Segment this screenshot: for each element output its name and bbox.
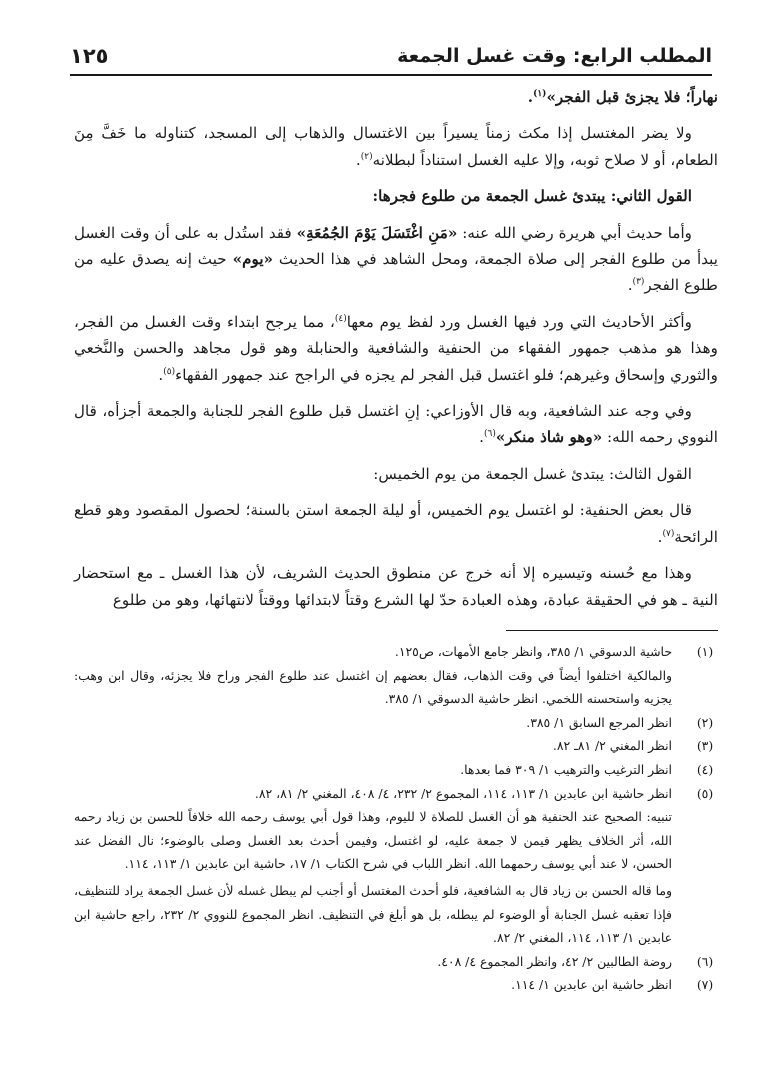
footnote-item (74, 782, 722, 950)
footnote-ref[interactable]: (٦) (484, 429, 496, 440)
paragraph-1: نهاراً؛ فلا يجزئ قبل الفجر»$^{(١)}$. (527, 88, 718, 106)
main-text (74, 84, 718, 623)
footnote-number: (٢) (696, 714, 714, 730)
heading-third-opinion: القول الثالث: يبتدئ غسل الجمعة من يوم الخميس: (373, 464, 692, 483)
footnote-number: (٥) (696, 785, 714, 801)
footnote-ref[interactable]: (٤) (334, 313, 347, 324)
footnote-text: والمالكية اختلفوا أيضاً في وقت الذهاب، فقال بعضهم إن اغتسل عند طلوع الفجر وراح فلا يجزئه، وقال ابن وهب: يجزيه واستحسنه اللخمي. انظر حاشية الدسوقي ١/ ٣٨٥. (74, 667, 672, 707)
footnote-number: (١) (696, 644, 714, 659)
footnote-divider (506, 630, 718, 631)
footnote-number: (٦) (696, 953, 714, 969)
footnotes (74, 640, 722, 997)
footnote-text: حاشية الدسوقي ١/ ٣٨٥، وانظر جامع الأمهات، ص١٢٥. (394, 644, 672, 659)
footnote-item (74, 758, 722, 782)
footnote-ref[interactable]: (٧) (662, 528, 675, 539)
hadith-quote: «مَنِ اغْتَسَلَ يَوْمَ الجُمُعَةِ» (296, 223, 458, 242)
footnote-number: (٤) (696, 761, 714, 777)
page-number: ١٢٥ (70, 44, 109, 68)
footnote-item (74, 711, 722, 735)
footnote-item (74, 640, 722, 711)
footnote-text: تنبيه: الصحيح عند الحنفية هو أن الغسل للصلاة لا لليوم، وهذا قول أبي يوسف رحمه الله خلافاً للحسن بن زياد رحمه الله، أثر الخلاف يظهر فيمن لا جمعة عليه، لو اغتسل، وفيمن أحدث بعد الغسل وصلى بالوضوء؛ نال الفضل عند الحسن، لا عند أبي يوسف رحمهما الله. انظر اللباب في شرح الكتاب ١/ ١٧، حاشية ابن عابدين ١/ ١١٣، ١١٤. (74, 809, 672, 872)
paragraph-6: قال بعض الحنفية: لو اغتسل يوم الخميس، أو ليلة الجمعة استن بالسنة؛ لحصول المقصود وهو قطع الرائحة$^{(٧)}$. (74, 501, 718, 546)
footnote-ref[interactable]: (٥) (163, 366, 176, 377)
footnote-text: انظر الترغيب والترهيب ١/ ٣٠٩ فما بعدها. (460, 761, 672, 777)
paragraph-2: ولا يضر المغتسل إذا مكث زمناً يسيراً بين الاغتسال والذهاب إلى المسجد، كتناوله ما خَفَّ مِنَ الطعام، أو لا صلاح ثوبه، وإلا عليه الغسل استناداً لبطلانه$^{(٢)}$. (74, 124, 718, 169)
heading-second-opinion: القول الثاني: يبتدئ غسل الجمعة من طلوع فجرها: (372, 187, 692, 206)
footnote-number: (٧) (696, 977, 714, 993)
footnote-number: (٣) (696, 738, 714, 754)
quote: «وهو شاذ منكر» (495, 428, 603, 447)
footnote-item (74, 734, 722, 758)
section-title: المطلب الرابع: وقت غسل الجمعة (397, 45, 712, 67)
keyword: «يوم» (232, 250, 274, 269)
footnote-item (74, 950, 722, 974)
paragraph-5: وفي وجه عند الشافعية، وبه قال الأوزاعي: إنِ اغتسل قبل طلوع الفجر للجنابة والجمعة أجزأه، قال النووي رحمه الله: «وهو شاذ منكر»$^{(٦)}$. (74, 402, 718, 447)
footnote-text: انظر المرجع السابق ١/ ٣٨٥. (526, 714, 672, 730)
footnote-text: وما قاله الحسن بن زياد قال به الشافعية، فلو أحدث المغتسل أو أجنب لم يبطل غسله لأن غسل الجمعة يراد للتنظيف، فإذا تعقبه غسل الجنابة أو الوضوء لم يبطله، بل هو أبلغ في التنظيف. انظر المجموع للنووي ٢/ ٢٣٢، راجع حاشية ابن عابدين ١/ ١١٣، ١١٤، المغني ٢/ ٨٢. (74, 882, 672, 946)
paragraph-7: وهذا مع حُسنه وتيسيره إلا أنه خرج عن منطوق الحديث الشريف، لأن هذا الغسل ـ مع استحضار النية ـ هو في الحقيقة عبادة، وهذه العبادة حدّ لها الشرع وقتاً لابتدائها ووقتاً لانتهائها، وهو من طلوع (74, 564, 718, 609)
footnote-text: انظر حاشية ابن عابدين ١/ ١١٣، ١١٤، المجموع ٢/ ٢٣٢، ٤/ ٤٠٨، المغني ٢/ ٨١، ٨٢. (254, 785, 672, 801)
page-header (70, 38, 712, 76)
footnote-text: روضة الطالبين ٢/ ٤٢، وانظر المجموع ٤/ ٤٠٨. (437, 953, 672, 969)
footnote-ref[interactable]: (٢) (360, 151, 373, 162)
paragraph-3: وأما حديث أبي هريرة رضي الله عنه: «مَنِ اغْتَسَلَ يَوْمَ الجُمُعَةِ» فقد استُدل به على أن وقت الغسل يبدأ من طلوع الفجر إلى صلاة الجمعة، ومحل الشاهد في هذا الحديث «يوم» حيث إنه يصدق عليه من طلوع الفجر$^{(٣)}$. (74, 223, 718, 295)
footnote-text: انظر حاشية ابن عابدين ١/ ١١٤. (511, 977, 672, 993)
footnote-item (74, 973, 722, 997)
footnote-ref[interactable]: (١) (533, 88, 547, 99)
footnote-ref[interactable]: (٣) (632, 277, 645, 288)
paragraph-4: وأكثر الأحاديث التي ورد فيها الغسل ورد لفظ يوم معها$^{(٤)}$، مما يرجح ابتداء وقت الغسل من الفجر، وهذا هو مذهب جمهور الفقهاء من الحنفية والشافعية والحنابلة وهو قول مجاهد والحسن والنَّخعي والثوري وإسحاق وغيرهم؛ فلو اغتسل قبل الفجر لم يجزه في الراجح عند جمهور الفقهاء$^{(٥)}$. (74, 312, 718, 384)
footnote-text: انظر المغني ٢/ ٨١ـ ٨٢. (552, 738, 672, 754)
